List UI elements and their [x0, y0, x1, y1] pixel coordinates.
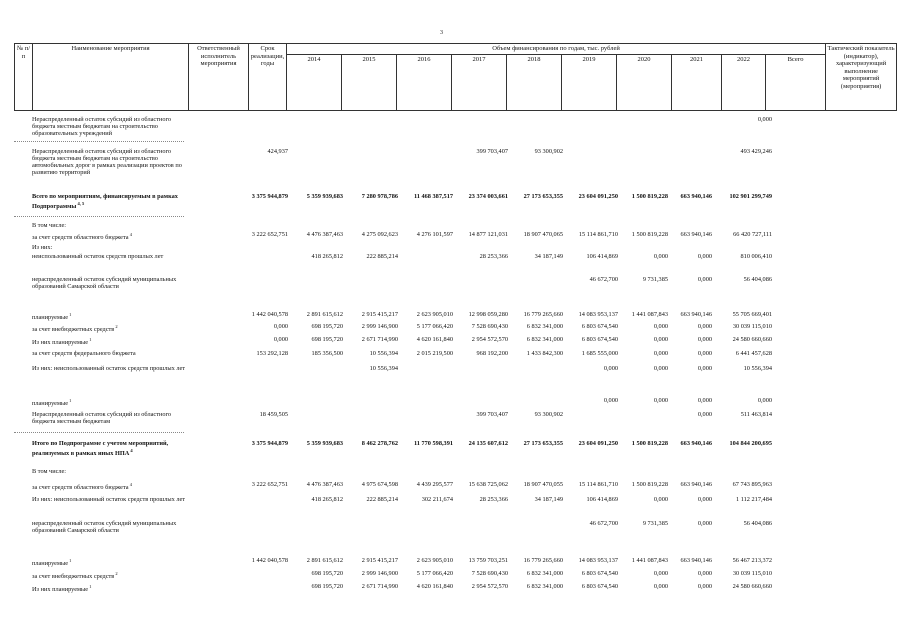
value-cell: 4 439 295,577	[416, 481, 453, 488]
row-name	[32, 468, 187, 475]
value-cell: 153 292,128	[256, 350, 288, 357]
footnote-mark: 1	[88, 584, 92, 589]
value-cell: 663 940,146	[680, 193, 712, 200]
value-cell: 5 359 939,683	[306, 193, 343, 200]
value-cell: 106 414,869	[586, 253, 618, 260]
value-cell: 16 779 265,660	[523, 557, 563, 564]
header-period: Срок реализации, годы	[249, 44, 287, 111]
value-cell: 4 975 674,598	[361, 481, 398, 488]
header-year: 2014	[287, 55, 342, 111]
row-separator	[14, 216, 184, 217]
row-name-text: нераспределенный остаток субсидий муниципальных образований Самарской области	[32, 276, 177, 290]
value-cell-total: 1 112 217,484	[736, 496, 772, 503]
value-cell: 5 177 066,420	[416, 570, 453, 577]
row-name-text: неиспользованный остаток средств прошлых лет	[32, 253, 164, 260]
value-cell: 15 114 861,710	[578, 481, 618, 488]
footnote-mark: 4	[128, 482, 132, 487]
value-cell: 1 441 087,843	[631, 311, 668, 318]
row-name	[32, 116, 187, 137]
value-cell: 0,000	[653, 336, 668, 343]
value-cell: 302 211,674	[421, 496, 453, 503]
row-name-text: Нераспределенный остаток субсидий из областного бюджета местным бюджетам на строительство образовательных учреждений	[32, 116, 172, 137]
value-cell: 1 500 819,228	[631, 193, 668, 200]
value-cell: 28 253,366	[479, 496, 508, 503]
value-cell: 0,000	[653, 397, 668, 404]
value-cell: 3 375 944,879	[251, 440, 288, 447]
value-cell: 1 433 842,300	[526, 350, 563, 357]
value-cell: 0,000	[697, 397, 712, 404]
value-cell: 23 604 091,250	[578, 193, 618, 200]
row-name	[32, 148, 187, 176]
row-name-text: Всего по мероприятиям, финансируемым в рамках Подпрограммы	[32, 193, 178, 211]
value-cell: 0,000	[603, 365, 618, 372]
value-cell: 0,000	[697, 583, 712, 590]
row-name-text: Из них планируемые	[32, 339, 89, 347]
value-cell: 663 940,146	[680, 311, 712, 318]
header-name: Наименование мероприятия	[33, 44, 189, 111]
value-cell: 399 703,407	[476, 148, 508, 155]
value-cell: 3 375 944,879	[251, 193, 288, 200]
value-cell-total: 6 441 457,628	[735, 350, 772, 357]
value-cell: 0,000	[697, 411, 712, 418]
value-cell: 0,000	[697, 365, 712, 372]
row-name	[32, 276, 187, 290]
header-num: № п/п	[15, 44, 33, 111]
value-cell: 11 770 598,391	[413, 440, 453, 447]
footnote-mark: 1	[67, 558, 72, 563]
value-cell: 16 779 265,660	[523, 311, 563, 318]
row-name-text: Из них: неиспользованный остаток средств прошлых лет	[32, 496, 186, 503]
value-cell: 1 500 819,228	[631, 440, 668, 447]
value-cell: 18 907 470,055	[523, 481, 563, 488]
value-cell-total: 493 429,246	[740, 148, 772, 155]
value-cell: 6 803 674,540	[581, 336, 618, 343]
footnote-mark: 1	[88, 337, 92, 342]
row-name-text: планируемые	[32, 560, 68, 568]
footnote-mark: 1	[67, 312, 72, 317]
value-cell: 0,000	[273, 323, 288, 330]
value-cell: 0,000	[697, 323, 712, 330]
value-cell: 663 940,146	[680, 231, 712, 238]
value-cell: 14 877 121,031	[468, 231, 508, 238]
value-cell: 6 803 674,540	[581, 583, 618, 590]
value-cell: 28 253,366	[479, 253, 508, 260]
value-cell: 34 187,149	[534, 496, 563, 503]
value-cell: 1 442 040,578	[251, 557, 288, 564]
value-cell: 6 803 674,540	[581, 570, 618, 577]
row-separator	[14, 141, 184, 142]
value-cell: 698 195,720	[311, 336, 343, 343]
header-year: 2020	[617, 55, 672, 111]
value-cell: 93 300,902	[534, 148, 563, 155]
row-name-text: за счет внебюджетных средств	[32, 326, 115, 334]
row-name	[32, 397, 187, 407]
value-cell: 698 195,720	[311, 583, 343, 590]
value-cell: 2 623 905,010	[416, 557, 453, 564]
value-cell: 1 685 555,000	[581, 350, 618, 357]
row-name-text: Из них:	[32, 244, 53, 251]
header-responsible: Ответственный исполнитель мероприятия	[189, 44, 249, 111]
value-cell: 2 915 415,217	[361, 311, 398, 318]
value-cell: 14 083 953,137	[578, 311, 618, 318]
value-cell: 0,000	[697, 520, 712, 527]
row-name-text: Итого по Подпрограмме с учетом мероприятий, реализуемых в рамках иных НПА	[32, 440, 169, 458]
value-cell: 185 356,500	[311, 350, 343, 357]
row-name	[32, 222, 187, 229]
row-name	[32, 520, 187, 534]
value-cell: 27 173 653,355	[523, 440, 563, 447]
value-cell: 93 300,902	[534, 411, 563, 418]
value-cell: 663 940,146	[680, 557, 712, 564]
value-cell: 5 177 066,420	[416, 323, 453, 330]
value-cell: 0,000	[653, 496, 668, 503]
value-cell: 4 275 092,623	[361, 231, 398, 238]
row-name-text: Из них: неиспользованный остаток средств прошлых лет	[32, 365, 186, 372]
row-name-text: планируемые	[32, 400, 68, 408]
value-cell-total: 55 705 669,401	[732, 311, 772, 318]
value-cell: 2 623 905,010	[416, 311, 453, 318]
value-cell: 0,000	[697, 276, 712, 283]
row-name	[32, 311, 187, 321]
header-indicator: Тактический показатель (индикатор), характеризующий выполнение мероприятий (мероприятия)	[826, 44, 897, 111]
row-name	[32, 440, 187, 457]
row-name	[32, 481, 187, 491]
value-cell: 46 672,700	[589, 276, 618, 283]
value-cell: 1 500 819,228	[631, 481, 668, 488]
value-cell: 0,000	[653, 323, 668, 330]
header-year: 2018	[507, 55, 562, 111]
header-year: 2021	[672, 55, 722, 111]
value-cell-total: 102 901 299,749	[729, 193, 772, 200]
value-cell-total: 810 006,410	[740, 253, 772, 260]
value-cell: 15 114 861,710	[578, 231, 618, 238]
header-year: 2017	[452, 55, 507, 111]
value-cell: 0,000	[653, 350, 668, 357]
value-cell: 0,000	[697, 336, 712, 343]
row-name-text: В том числе:	[32, 468, 67, 475]
row-name	[32, 231, 187, 241]
footnote-mark: 1	[67, 398, 72, 403]
value-cell: 6 832 341,000	[526, 323, 563, 330]
value-cell-total: 30 039 115,010	[732, 570, 772, 577]
value-cell-total: 56 467 213,372	[732, 557, 772, 564]
value-cell: 24 135 607,612	[468, 440, 508, 447]
value-cell: 663 940,146	[680, 440, 712, 447]
value-cell: 9 731,385	[642, 276, 668, 283]
value-cell-total: 56 404,086	[743, 520, 772, 527]
value-cell: 11 468 387,517	[413, 193, 453, 200]
value-cell: 0,000	[653, 570, 668, 577]
table-header	[14, 43, 897, 111]
value-cell: 15 638 725,062	[468, 481, 508, 488]
row-name-text: В том числе:	[32, 222, 67, 229]
footnote-mark: 4, 5	[76, 201, 85, 206]
value-cell: 4 620 161,840	[416, 583, 453, 590]
value-cell: 23 374 003,661	[468, 193, 508, 200]
value-cell: 2 671 714,990	[361, 336, 398, 343]
value-cell: 2 891 615,612	[306, 311, 343, 318]
value-cell: 663 940,146	[680, 481, 712, 488]
row-name	[32, 570, 187, 580]
row-separator	[14, 432, 184, 433]
value-cell: 6 832 341,000	[526, 583, 563, 590]
value-cell-total: 10 556,394	[743, 365, 772, 372]
value-cell-total: 511 463,814	[740, 411, 772, 418]
value-cell: 698 195,720	[311, 570, 343, 577]
value-cell: 46 672,700	[589, 520, 618, 527]
value-cell: 0,000	[697, 496, 712, 503]
value-cell: 34 187,149	[534, 253, 563, 260]
row-name-text: за счет средств областного бюджета	[32, 234, 129, 242]
value-cell: 5 359 939,683	[306, 440, 343, 447]
value-cell: 424,937	[267, 148, 288, 155]
value-cell-total: 24 580 660,660	[732, 583, 772, 590]
value-cell: 0,000	[603, 397, 618, 404]
row-name-text: за счет средств федерального бюджета	[32, 350, 136, 357]
value-cell: 0,000	[273, 336, 288, 343]
row-name-text: Из них планируемые	[32, 586, 89, 594]
value-cell: 698 195,720	[311, 323, 343, 330]
value-cell: 968 192,200	[476, 350, 508, 357]
row-name	[32, 365, 187, 372]
value-cell: 10 556,394	[369, 350, 398, 357]
value-cell: 222 885,214	[366, 496, 398, 503]
row-name-text: Нераспределенный остаток субсидий из областного бюджета местным бюджетам	[32, 411, 172, 425]
row-name	[32, 336, 187, 346]
value-cell-total: 104 844 200,695	[729, 440, 772, 447]
row-name	[32, 350, 187, 357]
value-cell: 4 276 101,597	[416, 231, 453, 238]
row-name	[32, 411, 187, 425]
value-cell: 1 500 819,228	[631, 231, 668, 238]
value-cell: 418 265,812	[311, 253, 343, 260]
value-cell: 2 915 415,217	[361, 557, 398, 564]
page-number: 3	[440, 30, 443, 36]
value-cell: 14 083 953,137	[578, 557, 618, 564]
footnote-mark: 4	[129, 448, 133, 453]
value-cell: 2 954 572,570	[471, 583, 508, 590]
value-cell-total: 30 039 115,010	[732, 323, 772, 330]
value-cell: 9 731,385	[642, 520, 668, 527]
value-cell: 6 803 674,540	[581, 323, 618, 330]
value-cell-total: 24 580 660,660	[732, 336, 772, 343]
value-cell: 23 604 091,250	[578, 440, 618, 447]
value-cell: 2 671 714,990	[361, 583, 398, 590]
row-name	[32, 244, 187, 251]
value-cell: 4 620 161,840	[416, 336, 453, 343]
footnote-mark: 2	[114, 571, 118, 576]
value-cell: 18 459,505	[259, 411, 288, 418]
value-cell-total: 66 420 727,111	[733, 231, 772, 238]
value-cell: 0,000	[653, 365, 668, 372]
value-cell: 4 476 387,463	[306, 231, 343, 238]
value-cell: 2 999 146,900	[361, 323, 398, 330]
footnote-mark: 4	[128, 232, 132, 237]
row-name	[32, 557, 187, 567]
value-cell: 27 173 653,355	[523, 193, 563, 200]
header-year: 2015	[342, 55, 397, 111]
value-cell: 8 462 278,762	[361, 440, 398, 447]
footnote-mark: 2	[114, 324, 118, 329]
header-funding: Объем финансирования по годам, тыс. рублей	[287, 44, 826, 55]
header-year: 2016	[397, 55, 452, 111]
header-year-total: Всего	[766, 55, 826, 111]
row-name-text: планируемые	[32, 314, 68, 322]
value-cell: 1 441 087,843	[631, 557, 668, 564]
value-cell: 4 476 387,463	[306, 481, 343, 488]
value-cell-total: 67 743 895,963	[732, 481, 772, 488]
value-cell-total: 56 404,086	[743, 276, 772, 283]
value-cell: 2 891 615,612	[306, 557, 343, 564]
value-cell: 0,000	[697, 253, 712, 260]
row-name	[32, 253, 187, 260]
value-cell: 10 556,394	[369, 365, 398, 372]
value-cell: 7 280 978,786	[361, 193, 398, 200]
row-name	[32, 193, 187, 210]
value-cell: 106 414,869	[586, 496, 618, 503]
value-cell: 7 528 690,430	[471, 570, 508, 577]
value-cell: 0,000	[653, 253, 668, 260]
value-cell: 3 222 652,751	[251, 481, 288, 488]
value-cell: 0,000	[697, 350, 712, 357]
value-cell: 0,000	[653, 583, 668, 590]
row-name	[32, 496, 187, 503]
value-cell: 2 015 219,500	[416, 350, 453, 357]
value-cell: 222 885,214	[366, 253, 398, 260]
header-year: 2022	[722, 55, 766, 111]
row-name	[32, 583, 187, 593]
row-name-text: за счет средств областного бюджета	[32, 484, 129, 492]
row-name-text: Нераспределенный остаток субсидий из областного бюджета местным бюджетам на строительство автомобильных дорог в рамках реализации проектов по развитию территорий	[32, 148, 182, 176]
row-name-text: за счет внебюджетных средств	[32, 573, 115, 581]
value-cell: 3 222 652,751	[251, 231, 288, 238]
value-cell: 2 954 572,570	[471, 336, 508, 343]
value-cell: 6 832 341,000	[526, 570, 563, 577]
value-cell: 13 759 703,251	[468, 557, 508, 564]
value-cell-total: 0,000	[757, 397, 772, 404]
value-cell: 418 265,812	[311, 496, 343, 503]
value-cell: 399 703,407	[476, 411, 508, 418]
value-cell: 7 528 690,430	[471, 323, 508, 330]
value-cell: 1 442 040,578	[251, 311, 288, 318]
value-cell: 12 998 059,280	[468, 311, 508, 318]
value-cell: 18 907 470,065	[523, 231, 563, 238]
value-cell: 2 999 146,900	[361, 570, 398, 577]
header-year: 2019	[562, 55, 617, 111]
row-name-text: нераспределенный остаток субсидий муниципальных образований Самарской области	[32, 520, 177, 534]
row-name	[32, 323, 187, 333]
value-cell: 6 832 341,000	[526, 336, 563, 343]
value-cell: 0,000	[697, 570, 712, 577]
value-cell-total: 0,000	[757, 116, 772, 123]
